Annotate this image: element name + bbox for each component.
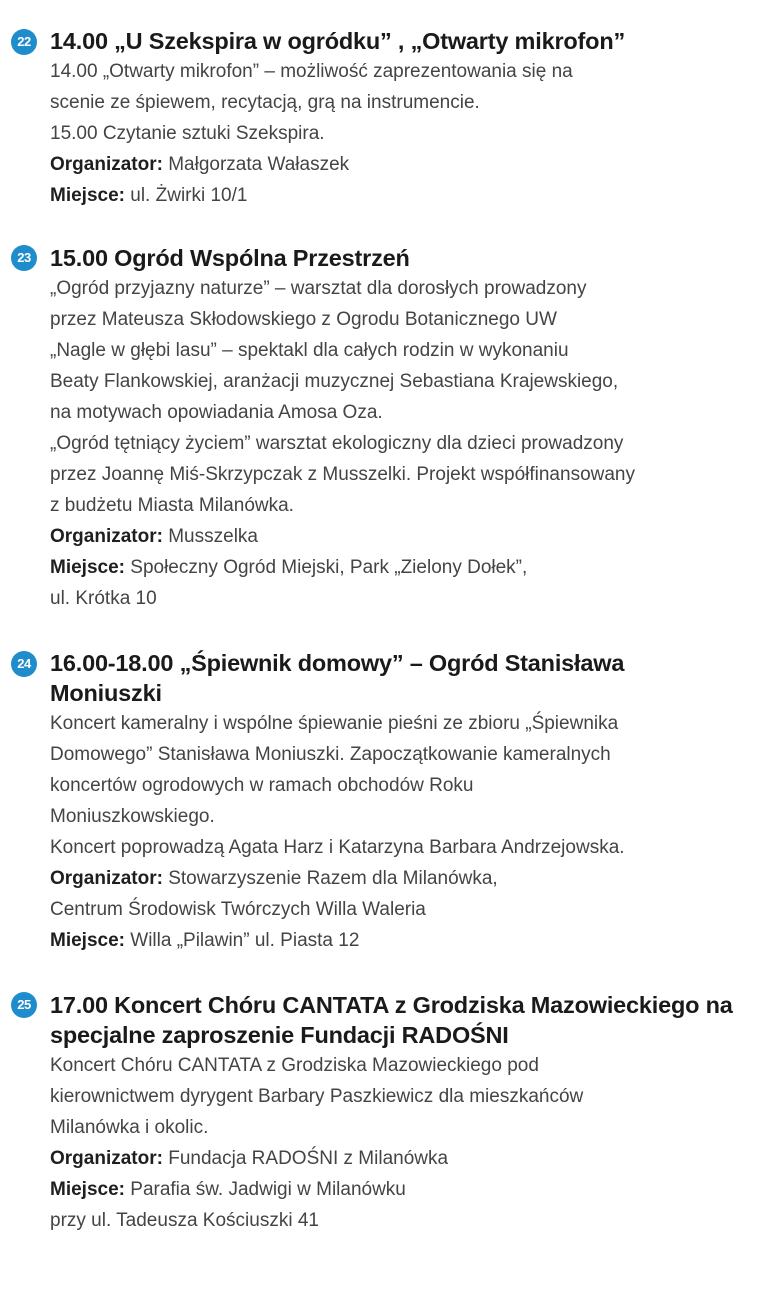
event-description-line: przez Joannę Miś-Skrzypczak z Musszelki. Projekt współfinansowany: [50, 464, 635, 485]
organizer-value: Małgorzata Wałaszek: [168, 154, 350, 175]
event-number-badge: 23: [11, 245, 37, 271]
place-value: ul. Żwirki 10/1: [130, 185, 248, 206]
event-description-line: Koncert poprowadzą Agata Harz i Katarzyna Barbara Andrzejowska.: [50, 837, 625, 858]
event-number-badge: 24: [11, 651, 37, 677]
organizer-value: Musszelka: [168, 526, 258, 547]
event-description-line: 15.00 Czytanie sztuki Szekspira.: [50, 123, 325, 144]
organizer-value-continued: Centrum Środowisk Twórczych Willa Waleria: [50, 899, 426, 920]
event-description-line: scenie ze śpiewem, recytacją, grą na instrumencie.: [50, 92, 480, 113]
event-description-line: „Ogród przyjazny naturze” – warsztat dla dorosłych prowadzony: [50, 278, 587, 299]
event-description-line: „Ogród tętniący życiem” warsztat ekologiczny dla dzieci prowadzony: [50, 433, 624, 454]
event-organizer: [50, 521, 759, 552]
event-place: [50, 552, 759, 583]
event-description-line: kierownictwem dyrygent Barbary Paszkiewicz dla mieszkańców: [50, 1086, 584, 1107]
place-label: Miejsce:: [50, 185, 125, 206]
place-value: Społeczny Ogród Miejski, Park „Zielony Dołek”,: [130, 557, 528, 578]
place-label: Miejsce:: [50, 1179, 125, 1200]
organizer-label: Organizator:: [50, 154, 163, 175]
event-title: 17.00 Koncert Chóru CANTATA z Grodziska Mazowieckiego na specjalne zaproszenie Fundacji RADOŚNI: [50, 992, 733, 1048]
event-title: 15.00 Ogród Wspólna Przestrzeń: [50, 245, 410, 271]
event-title: 16.00-18.00 „Śpiewnik domowy” – Ogród Stanisława Moniuszki: [50, 650, 625, 706]
event-description-line: Domowego” Stanisława Moniuszki. Zapoczątkowanie kameralnych: [50, 744, 611, 765]
organizer-label: Organizator:: [50, 868, 163, 889]
event-place: [50, 1174, 759, 1205]
event-description-line: na motywach opowiadania Amosa Oza.: [50, 402, 383, 423]
organizer-label: Organizator:: [50, 526, 163, 547]
organizer-value: Fundacja RADOŚNI z Milanówka: [168, 1148, 449, 1169]
event-description-line: Koncert kameralny i wspólne śpiewanie pieśni ze zbioru „Śpiewnika: [50, 713, 619, 734]
place-value-continued: ul. Krótka 10: [50, 588, 157, 609]
organizer-value: Stowarzyszenie Razem dla Milanówka,: [168, 868, 498, 889]
event-description-line: koncertów ogrodowych w ramach obchodów Roku: [50, 775, 474, 796]
event-number-badge: 25: [11, 992, 37, 1018]
event-organizer: [50, 863, 759, 894]
event-description-line: przez Mateusza Skłodowskiego z Ogrodu Botanicznego UW: [50, 309, 557, 330]
event-25: [0, 990, 759, 1236]
event-description-line: Milanówka i okolic.: [50, 1117, 209, 1138]
event-description-line: „Nagle w głębi lasu” – spektakl dla całych rodzin w wykonaniu: [50, 340, 569, 361]
event-number-badge: 22: [11, 29, 37, 55]
organizer-label: Organizator:: [50, 1148, 163, 1169]
event-23: [0, 243, 759, 614]
event-description-line: Beaty Flankowskiej, aranżacji muzycznej Sebastiana Krajewskiego,: [50, 371, 619, 392]
place-label: Miejsce:: [50, 557, 125, 578]
place-label: Miejsce:: [50, 930, 125, 951]
event-place: [50, 180, 759, 211]
event-place: [50, 925, 759, 956]
event-title: 14.00 „U Szekspira w ogródku” , „Otwarty mikrofon”: [50, 28, 626, 54]
place-value: Willa „Pilawin” ul. Piasta 12: [130, 930, 360, 951]
event-description-line: z budżetu Miasta Milanówka.: [50, 495, 294, 516]
event-description-line: 14.00 „Otwarty mikrofon” – możliwość zaprezentowania się na: [50, 61, 573, 82]
event-description-line: Koncert Chóru CANTATA z Grodziska Mazowieckiego pod: [50, 1055, 539, 1076]
event-22: [0, 26, 759, 211]
event-description-line: Moniuszkowskiego.: [50, 806, 215, 827]
place-value-continued: przy ul. Tadeusza Kościuszki 41: [50, 1210, 319, 1231]
event-24: [0, 648, 759, 956]
event-organizer: [50, 149, 759, 180]
event-organizer: [50, 1143, 759, 1174]
place-value: Parafia św. Jadwigi w Milanówku: [130, 1179, 406, 1200]
